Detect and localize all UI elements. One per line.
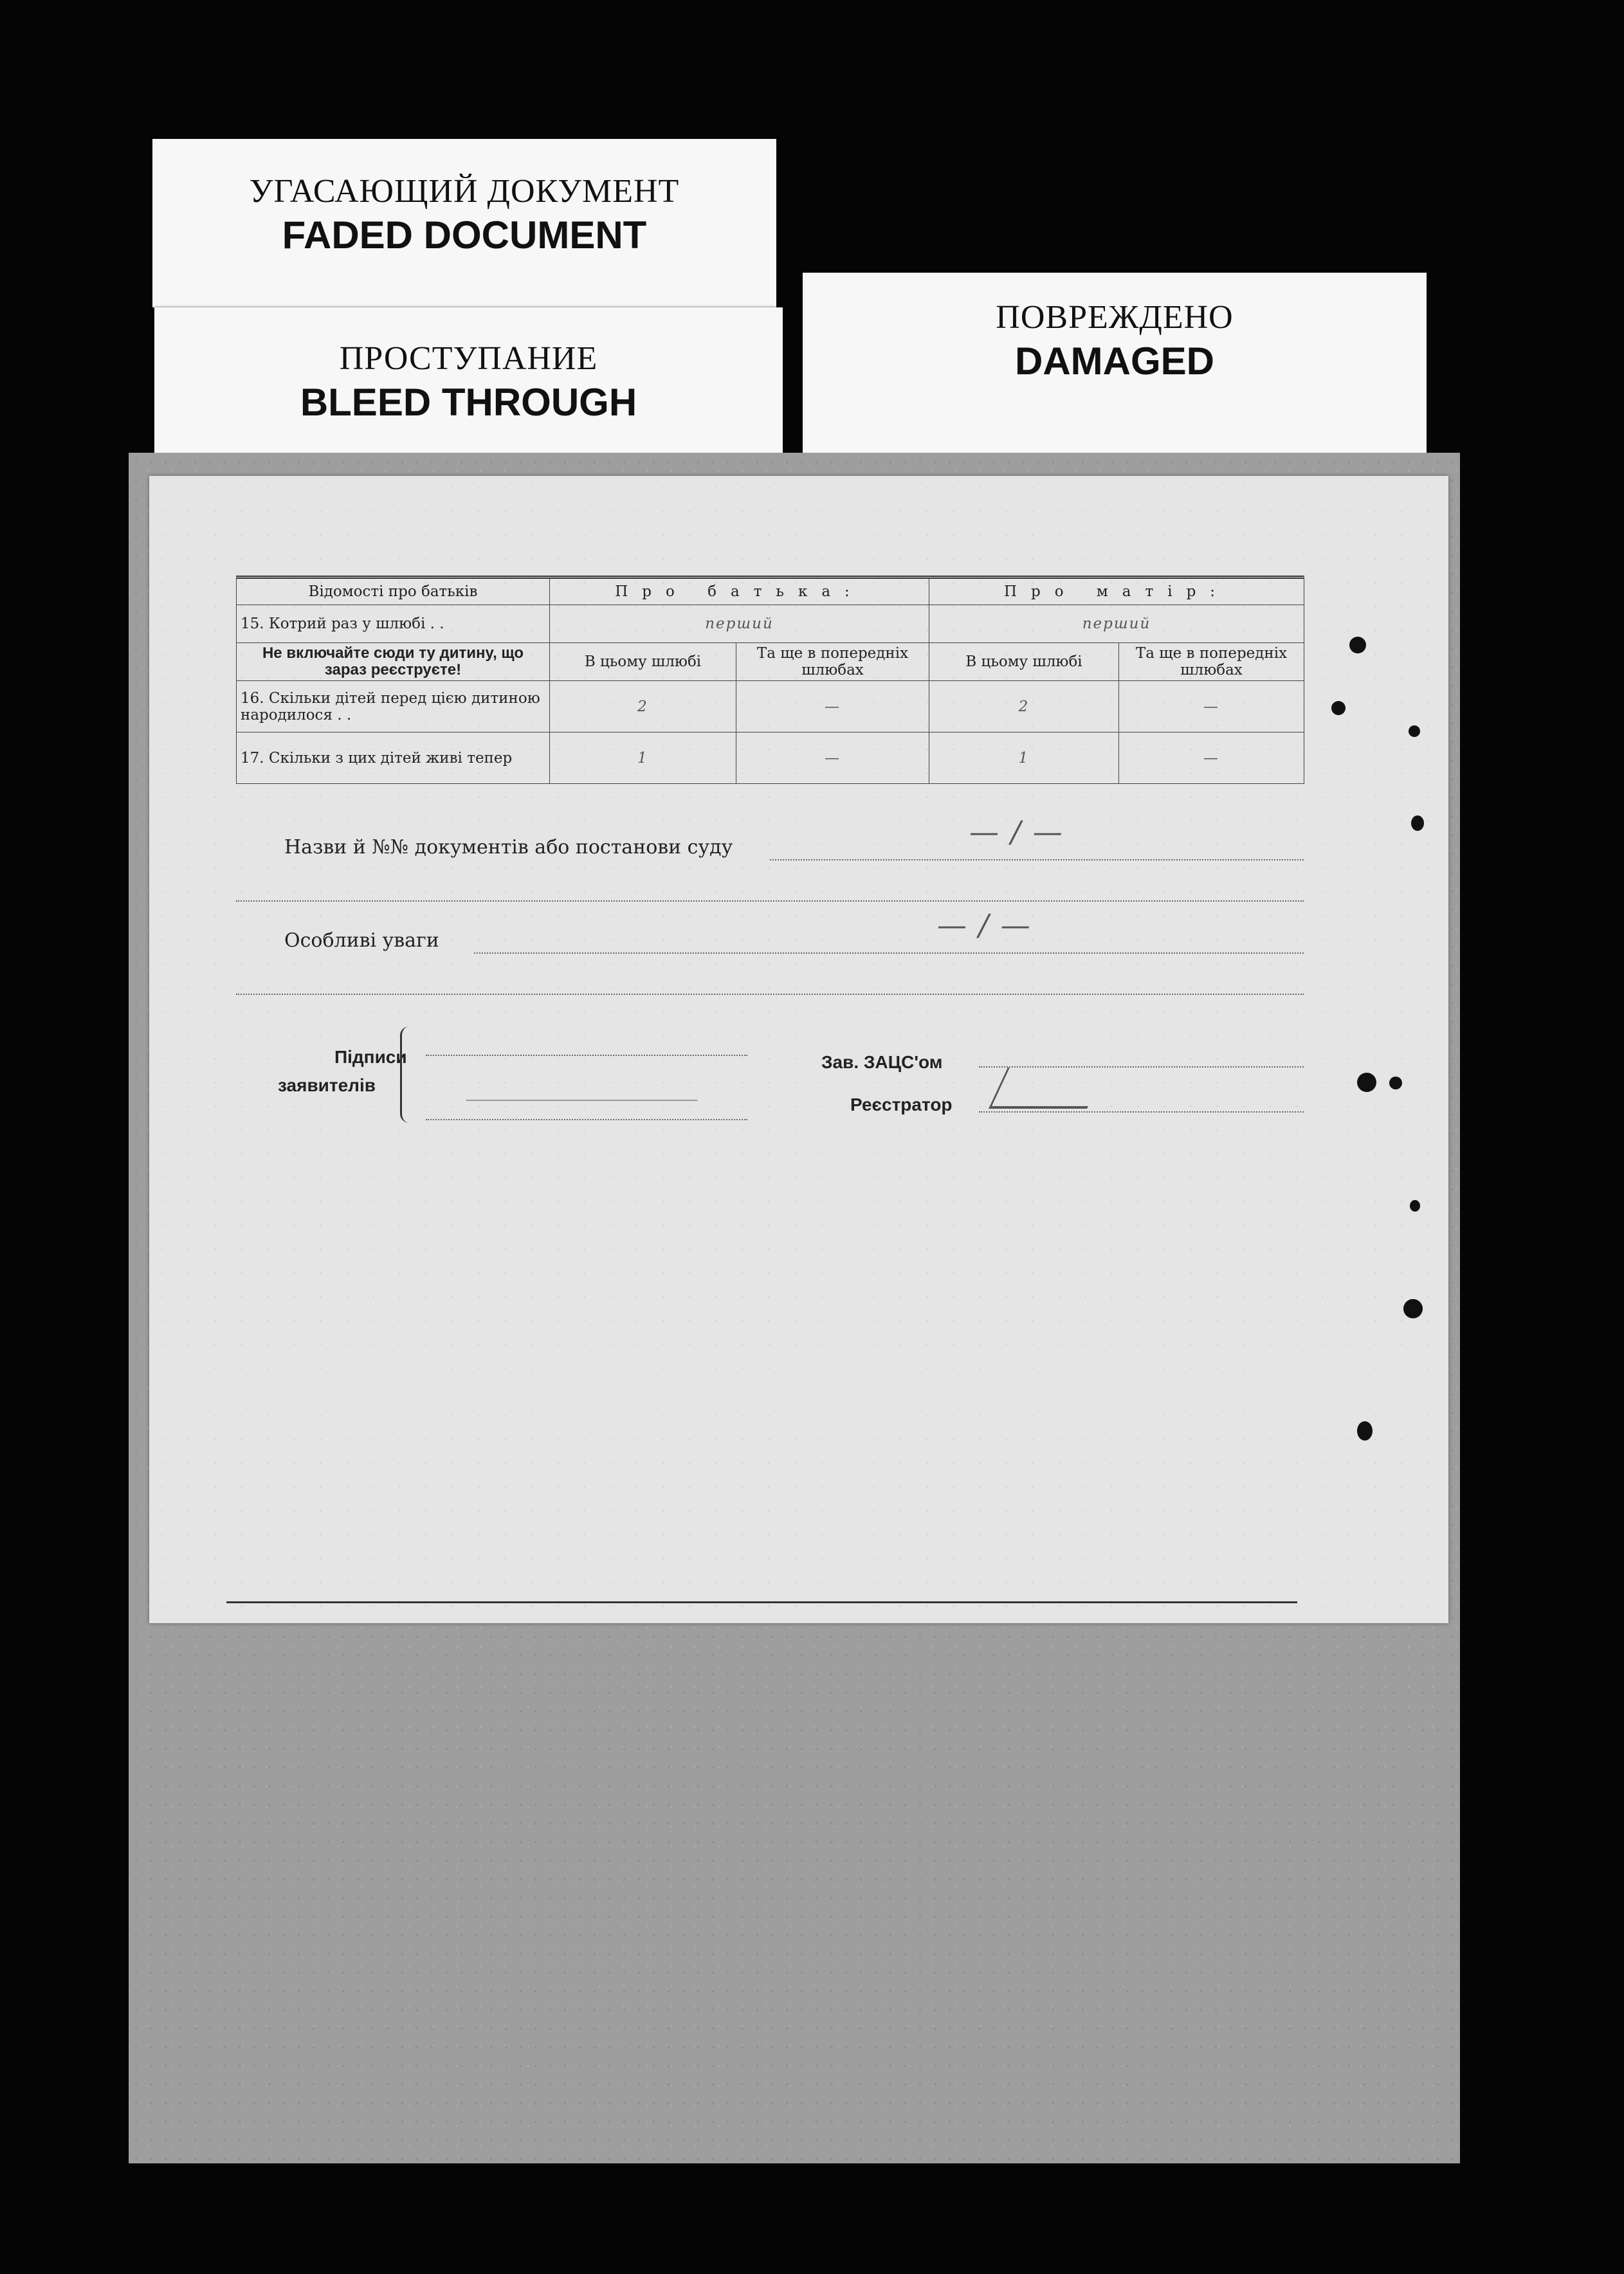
signatures-label-2: заявителів bbox=[278, 1075, 376, 1095]
bleed-label-en: BLEED THROUGH bbox=[300, 381, 637, 424]
punch-hole bbox=[1409, 725, 1420, 737]
header-col1: Відомості про батьків bbox=[237, 578, 550, 605]
parents-table bbox=[236, 576, 1304, 784]
row16-father-this: 2 bbox=[550, 681, 736, 732]
subheader-note: Не включайте сюди ту дитину, що зараз реєструєте! bbox=[237, 643, 550, 681]
damaged-label-en: DAMAGED bbox=[1015, 340, 1214, 383]
signature-line-1 bbox=[426, 1055, 747, 1056]
registrar-signature bbox=[989, 1068, 1106, 1109]
subheader-mother-prev: Та ще в попередніх шлюбах bbox=[1119, 643, 1304, 681]
subheader-father-prev: Та ще в попередніх шлюбах bbox=[736, 643, 929, 681]
record-sheet bbox=[149, 476, 1448, 1623]
punch-hole bbox=[1389, 1077, 1402, 1089]
damaged-label-ru: ПОВРЕЖДЕНО bbox=[996, 299, 1234, 336]
signatures-brace bbox=[400, 1026, 414, 1123]
header-mother: Про матір: bbox=[929, 578, 1304, 605]
punch-hole bbox=[1411, 815, 1424, 831]
registrar-label: Реєстратор bbox=[850, 1095, 953, 1114]
row16-mother-prev: — bbox=[1119, 681, 1304, 732]
row16-label: 16. Скільки дітей перед цією дитиною народилося . . bbox=[237, 681, 550, 732]
bleed-through-card bbox=[154, 307, 783, 471]
row17-father-this: 1 bbox=[550, 732, 736, 784]
row15-father: перший bbox=[550, 605, 929, 643]
documents-dotline bbox=[770, 859, 1304, 860]
faded-document-card bbox=[152, 139, 776, 307]
documents-label: Назви й №№ документів або постанови суду bbox=[284, 836, 733, 859]
row16-father-prev: — bbox=[736, 681, 929, 732]
row17-label: 17. Скільки з цих дітей живі тепер bbox=[237, 732, 550, 784]
signatures-label-1: Підписи bbox=[334, 1047, 407, 1067]
row17-mother-this: 1 bbox=[929, 732, 1119, 784]
documents-dotline-2 bbox=[236, 900, 1304, 902]
zav-label: Зав. ЗАЦС'ом bbox=[821, 1052, 943, 1072]
remarks-dotline bbox=[474, 952, 1304, 954]
row17-mother-prev: — bbox=[1119, 732, 1304, 784]
punch-hole bbox=[1403, 1299, 1423, 1318]
punch-hole bbox=[1349, 637, 1366, 653]
documents-value: — / — bbox=[969, 814, 1064, 849]
punch-hole bbox=[1357, 1421, 1373, 1441]
remarks-dotline-2 bbox=[236, 994, 1304, 995]
applicant-signature bbox=[466, 1074, 707, 1101]
parents-info-form bbox=[236, 576, 1304, 784]
row17-father-prev: — bbox=[736, 732, 929, 784]
remarks-value: — / — bbox=[937, 907, 1032, 942]
signature-line-2 bbox=[426, 1119, 747, 1120]
subheader-father-this: В цьому шлюбі bbox=[550, 643, 736, 681]
faded-label-en: FADED DOCUMENT bbox=[282, 214, 647, 257]
punch-hole bbox=[1410, 1200, 1420, 1212]
header-father: Про батька: bbox=[550, 578, 929, 605]
bleed-label-ru: ПРОСТУПАНИЕ bbox=[339, 340, 598, 377]
bottom-rule bbox=[226, 1601, 1297, 1603]
row16-mother-this: 2 bbox=[929, 681, 1119, 732]
remarks-label: Особливі уваги bbox=[284, 929, 439, 952]
faded-label-ru: УГАСАЮЩИЙ ДОКУМЕНТ bbox=[249, 173, 680, 210]
registrar-line bbox=[979, 1111, 1304, 1113]
row15-mother: перший bbox=[929, 605, 1304, 643]
subheader-mother-this: В цьому шлюбі bbox=[929, 643, 1119, 681]
damaged-card bbox=[803, 273, 1427, 471]
row15-label: 15. Котрий раз у шлюбі . . bbox=[237, 605, 550, 643]
punch-hole bbox=[1331, 701, 1346, 715]
punch-hole bbox=[1357, 1073, 1376, 1092]
